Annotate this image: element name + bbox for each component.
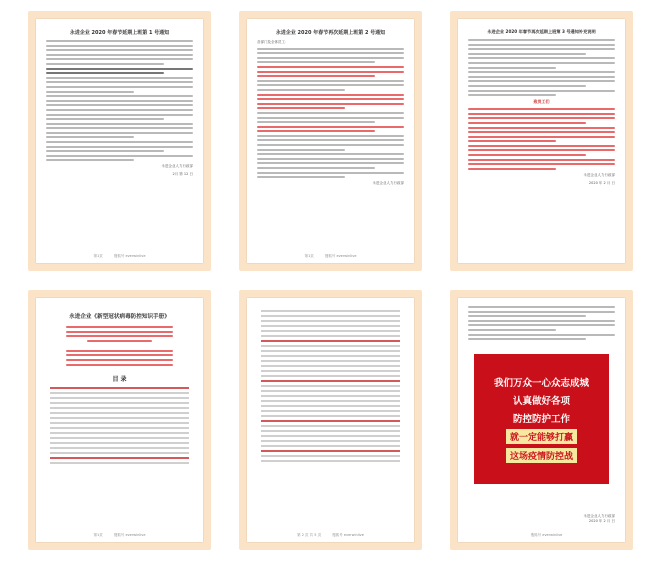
table-of-contents [247, 310, 414, 462]
document-card-4[interactable] [28, 290, 211, 550]
footer [36, 533, 203, 538]
section-heading: 致员工们 [533, 99, 550, 105]
watermark: 搜狐号 everwinlive [324, 254, 357, 258]
document-card-5[interactable] [239, 290, 422, 550]
page-number: 第1页 [304, 254, 314, 258]
document-title: 永进企业 2020 年春节再次延期上班第 2 号通知 [275, 30, 386, 36]
watermark: 搜狐号 everwinlive [530, 533, 563, 537]
body-text [36, 40, 203, 161]
document-title: 永进企业《新型冠状病毒防控知识手册》 [69, 314, 170, 320]
signature: 永进企业人力行政部 [583, 172, 615, 177]
body-text [247, 48, 414, 179]
signature: 永进企业人力行政部 [161, 164, 193, 169]
footer [247, 254, 414, 259]
footer [36, 254, 203, 259]
body-text-red [458, 108, 625, 170]
document-page [458, 298, 625, 542]
slogan-line: 认真做好各项 [512, 396, 570, 407]
document-title: 永进企业 2020 年春节延期上班第 1 号通知 [69, 30, 170, 36]
table-of-contents [36, 387, 203, 464]
signature: 永进企业人力行政部 [372, 181, 404, 186]
document-title: 永进企业 2020 年春节再次延期上班第 3 号通知补充说明 [487, 29, 596, 34]
date: 2月 第 12 日 [172, 172, 193, 177]
page-number: 第1页 [93, 254, 103, 258]
slogan-line: 我们万众一心众志成城 [493, 378, 589, 389]
document-page [458, 19, 625, 263]
document-card-2[interactable] [239, 11, 422, 271]
watermark: 搜狐号 everwinlive [113, 254, 146, 258]
toc-heading: 目 录 [112, 375, 127, 383]
document-card-3[interactable] [450, 11, 633, 271]
addressee: 各部门及全体员工： [257, 40, 289, 44]
body-text [458, 306, 625, 340]
slogan-line: 防控防护工作 [512, 414, 570, 425]
document-card-1[interactable] [28, 11, 211, 271]
date: 2020 年 2 月 日 [588, 180, 615, 185]
signature-block [584, 514, 616, 524]
watermark: 搜狐号 everwinlive [332, 533, 364, 537]
document-card-6[interactable] [450, 290, 633, 550]
slogan-highlight: 这场疫情防控战 [506, 448, 577, 463]
footer [458, 533, 625, 538]
body-text [458, 39, 625, 96]
date: 2020 年 2 月 日 [588, 519, 615, 523]
slogan-poster [474, 354, 609, 484]
cover-text [36, 326, 203, 366]
page-number: 第1页 [93, 533, 103, 537]
document-page [247, 19, 414, 263]
page-number: 第 2 页 共 5 页 [297, 533, 322, 537]
slogan-highlight: 就一定能够打赢 [506, 429, 577, 444]
document-page [36, 298, 203, 542]
signature: 永进企业人力行政部 [583, 514, 615, 518]
footer [247, 533, 414, 538]
document-page [247, 298, 414, 542]
watermark: 搜狐号 everwinlive [113, 533, 146, 537]
document-page [36, 19, 203, 263]
